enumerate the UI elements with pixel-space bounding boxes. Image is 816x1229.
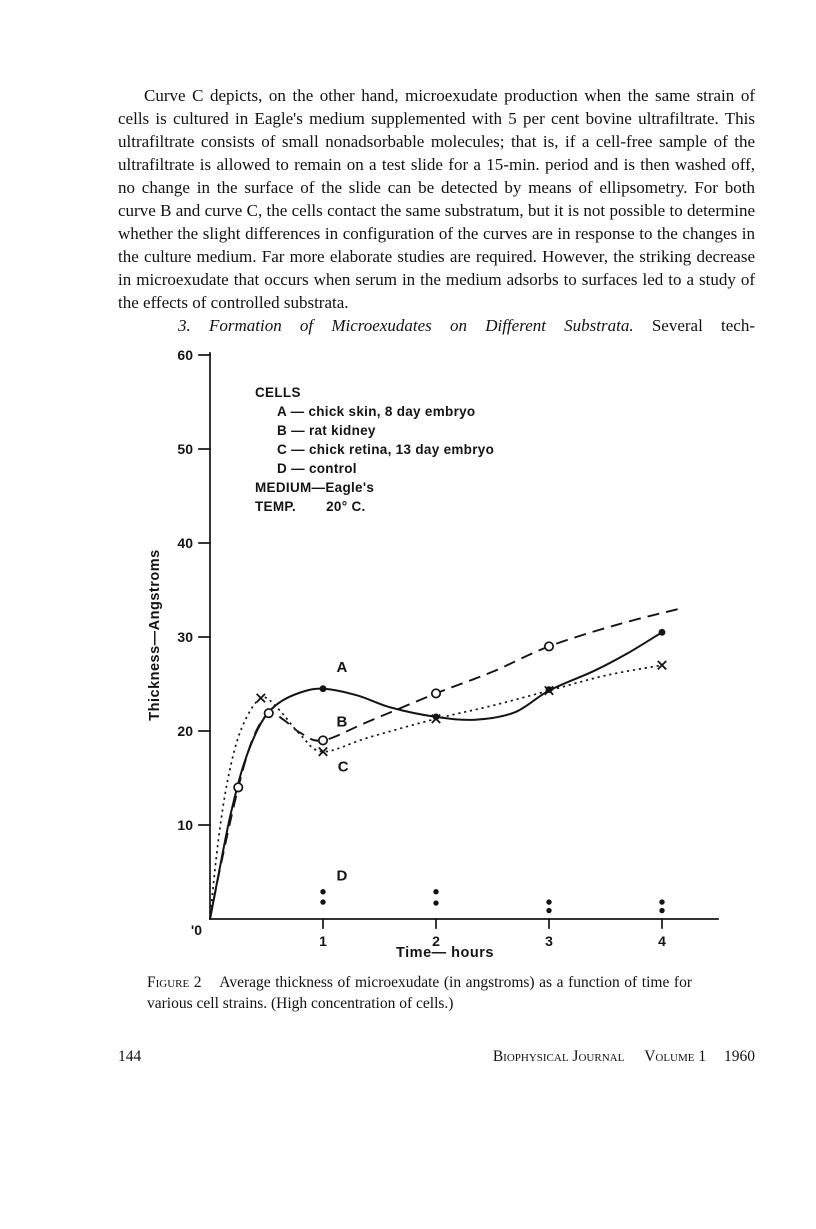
svg-text:40: 40 <box>177 535 193 551</box>
svg-text:D: D <box>336 867 348 885</box>
footer-page-number: 144 <box>118 1048 142 1065</box>
legend-medium: MEDIUM—Eagle's <box>255 480 375 495</box>
footer-volume: Volume 1 <box>644 1048 707 1065</box>
svg-text:30: 30 <box>177 629 193 645</box>
footer-year: 1960 <box>724 1048 755 1065</box>
svg-text:A: A <box>336 658 348 676</box>
figure-caption <box>147 972 692 1014</box>
svg-text:1: 1 <box>319 933 327 949</box>
svg-text:3: 3 <box>545 933 553 949</box>
svg-text:10: 10 <box>177 817 193 833</box>
legend-entry-c: C — chick retina, 13 day embryo <box>277 442 495 457</box>
section-continuation: Several tech- <box>651 316 756 335</box>
figure-caption-label: Figure 2 <box>147 974 202 991</box>
legend-entry-a: A — chick skin, 8 day embryo <box>277 404 476 419</box>
svg-text:4: 4 <box>658 933 666 949</box>
svg-text:C: C <box>337 758 349 776</box>
svg-text:60: 60 <box>177 347 193 363</box>
svg-text:B: B <box>336 713 348 731</box>
svg-text:20: 20 <box>177 723 193 739</box>
figure-2 <box>145 345 745 970</box>
svg-text:2: 2 <box>432 933 440 949</box>
x-axis-title: Time— hours <box>396 945 494 961</box>
section-number: 3. <box>178 316 191 335</box>
y-axis-title: Thickness—Angstroms <box>147 549 163 721</box>
section-title: Formation of Microexudates on Different Substrata. <box>208 316 634 335</box>
legend-entry-d: D — control <box>277 461 357 476</box>
footer-journal-line <box>493 1048 755 1066</box>
footer-journal: Biophysical Journal <box>492 1048 625 1065</box>
body-paragraph: Curve C depicts, on the other hand, microexudate production when the same strain of cells is cultured in Eagle's medium supplemented with 5 per cent bovine ultrafiltrate. This ultrafiltrate consists of small nonadsorbable molecules; that is, if a cell-free sample of the ultrafiltrate is allowed to remain on a test slide for a 15-min. period and is then washed off, no change in the surface of the slide can be detected by means of ellipsometry. For both curve B and curve C, the cells contact the same substratum, but it is not possible to determine whether the slight differences in configuration of the curves are in response to the changes in the culture medium. Far more elaborate studies are required. However, the striking decrease in microexudate that occurs when serum in the medium adsorbs to surfaces led to a study of the effects of controlled substrata. <box>118 86 755 312</box>
legend-temp-label: TEMP. <box>255 499 297 514</box>
figure-caption-text: Average thickness of microexudate (in angstroms) as a function of time for various cell strains. (High concentration of cells.) <box>147 974 692 1012</box>
chart-legend <box>255 383 494 516</box>
legend-temp-value: 20° C. <box>326 499 366 514</box>
legend-heading: CELLS <box>255 385 301 400</box>
svg-text:'0: '0 <box>190 922 202 938</box>
svg-text:50: 50 <box>177 441 193 457</box>
legend-temp <box>255 497 494 516</box>
section-heading <box>178 314 755 337</box>
page-footer <box>118 1048 755 1066</box>
legend-entry-b: B — rat kidney <box>277 423 376 438</box>
